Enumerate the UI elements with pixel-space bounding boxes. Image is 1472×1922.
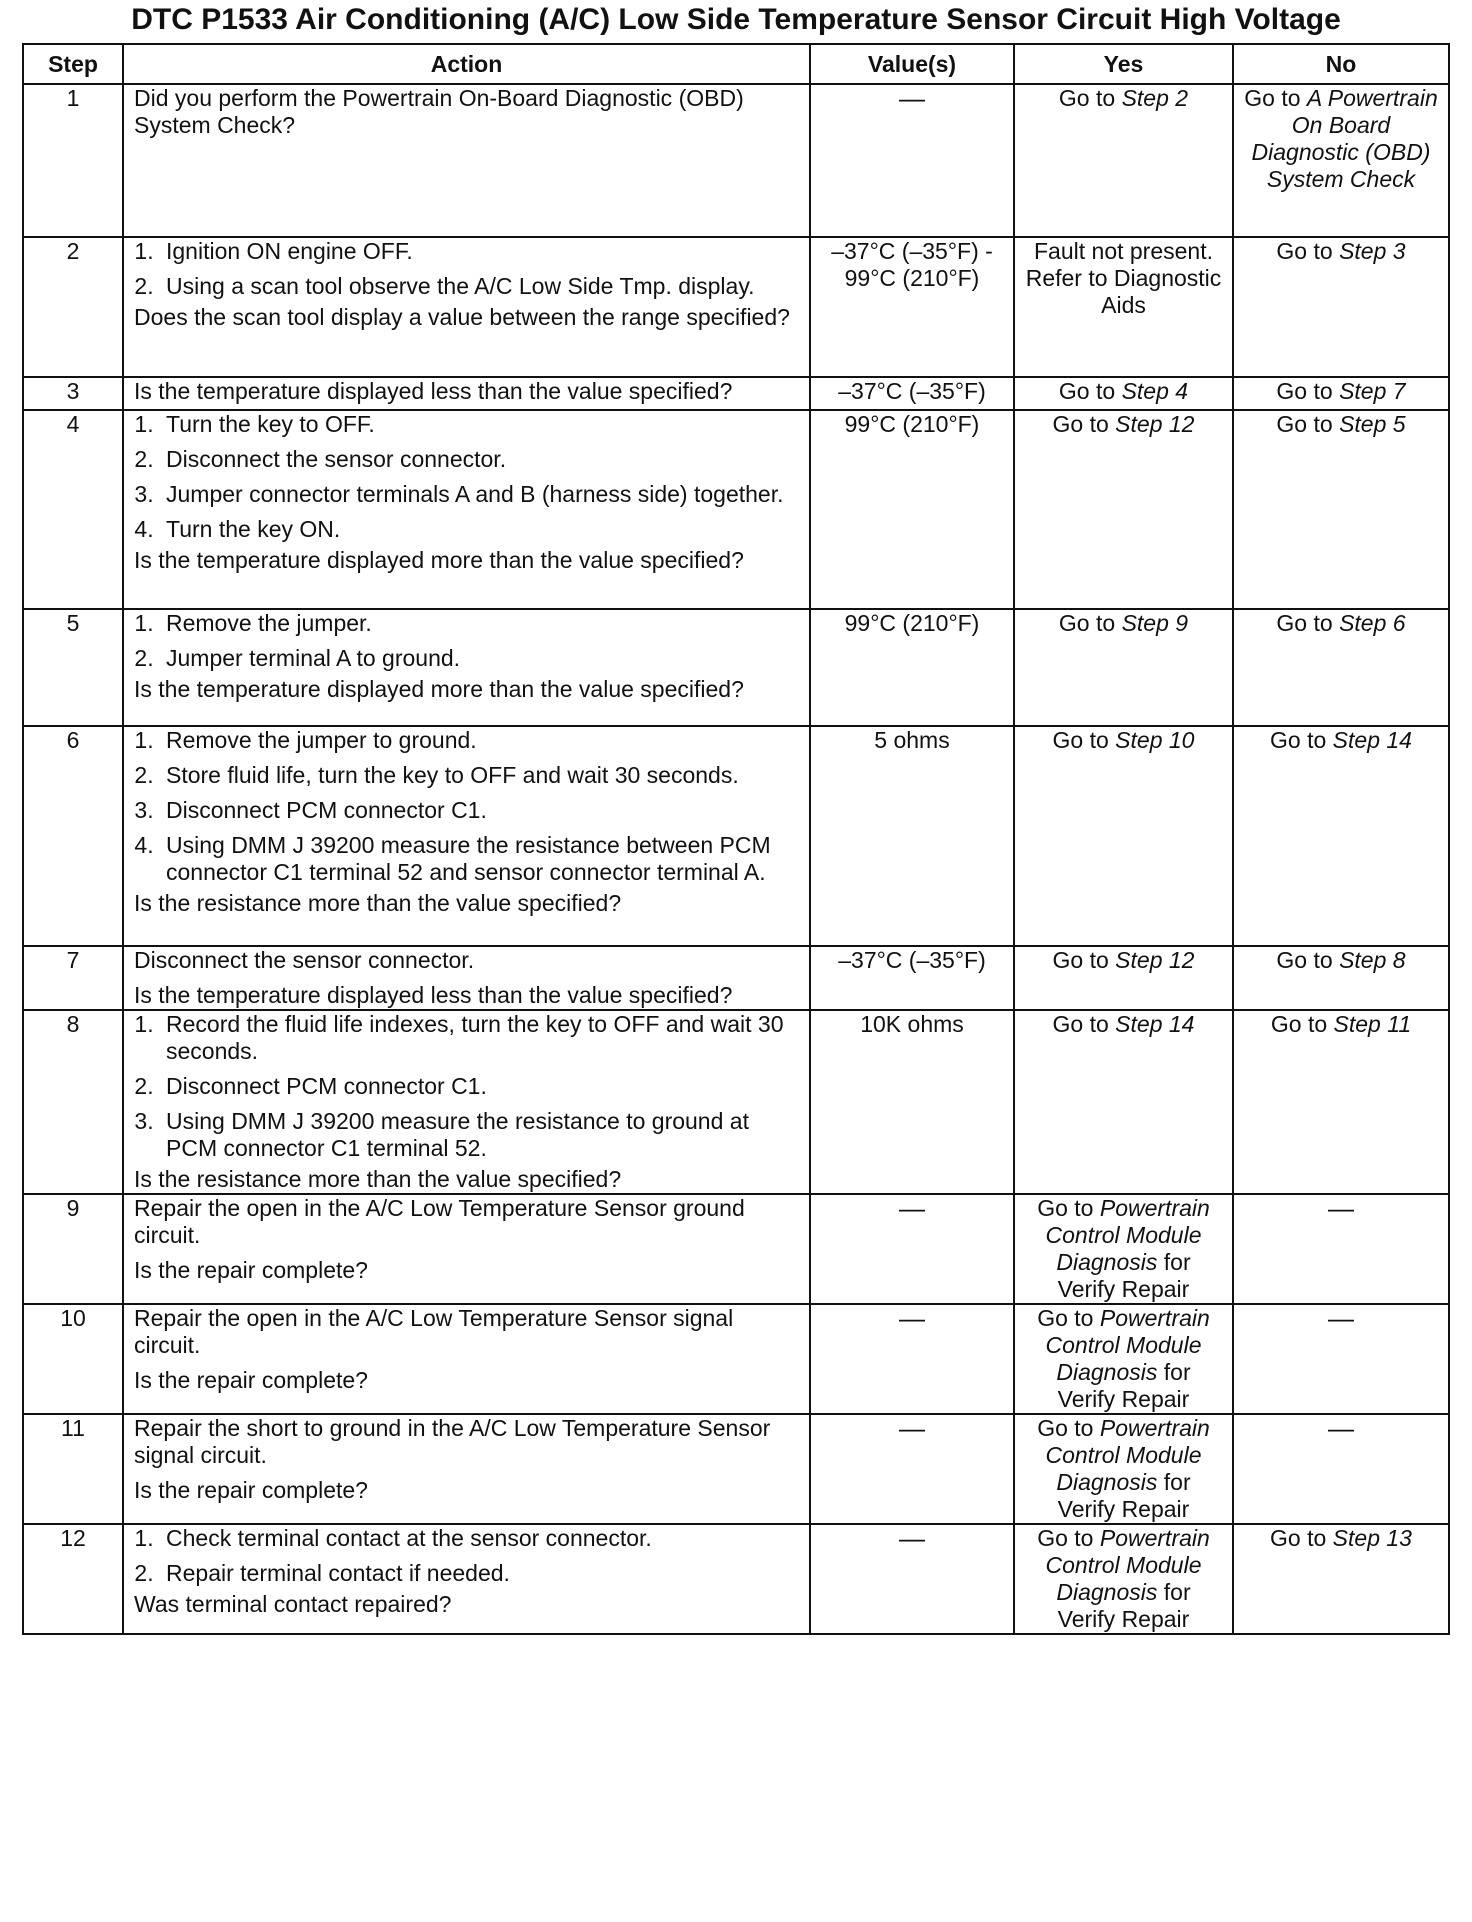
yes-outcome-target: Step 2 bbox=[1121, 85, 1189, 111]
no-outcome-target: Step 13 bbox=[1332, 1525, 1412, 1551]
no-cell bbox=[1233, 1414, 1449, 1524]
yes-outcome-target: Powertrain Control Module Diagnosis bbox=[1045, 1525, 1210, 1605]
step-number: 5 bbox=[23, 609, 123, 726]
no-outcome-target: A Powertrain On Board Diagnostic (OBD) System Check bbox=[1251, 85, 1438, 192]
action-cell bbox=[123, 237, 810, 377]
header-values: Value(s) bbox=[810, 44, 1014, 84]
step-number: 11 bbox=[23, 1414, 123, 1524]
yes-outcome-text: Fault not present. Refer to Diagnostic Aids bbox=[1025, 238, 1222, 318]
action-step: 1. Remove the jumper. bbox=[160, 610, 799, 637]
value-cell: 5 ohms bbox=[810, 726, 1014, 946]
step-number: 2 bbox=[23, 237, 123, 377]
yes-outcome-text: Go to bbox=[1052, 411, 1116, 437]
action-steps bbox=[134, 1011, 799, 1162]
action-intro: Disconnect the sensor connector. bbox=[134, 947, 475, 973]
no-cell bbox=[1233, 1010, 1449, 1194]
action-step: 1. Ignition ON engine OFF. bbox=[160, 238, 799, 265]
step-number: 4 bbox=[23, 410, 123, 609]
action-question: Was terminal contact repaired? bbox=[134, 1591, 452, 1617]
yes-cell bbox=[1014, 377, 1233, 410]
action-step: 4. Using DMM J 39200 measure the resistance between PCM connector C1 terminal 52 and sensor connector terminal A. bbox=[160, 832, 799, 886]
yes-cell bbox=[1014, 84, 1233, 237]
action-intro: Is the temperature displayed less than the value specified? bbox=[134, 378, 733, 404]
yes-outcome-target: Step 10 bbox=[1115, 727, 1195, 753]
yes-outcome-suffix: for Verify Repair bbox=[1057, 1249, 1191, 1302]
action-cell bbox=[123, 946, 810, 1010]
action-step: 1. Record the fluid life indexes, turn the key to OFF and wait 30 seconds. bbox=[160, 1011, 799, 1065]
action-question: Does the scan tool display a value between the range specified? bbox=[134, 304, 790, 330]
action-step: 2. Disconnect PCM connector C1. bbox=[160, 1073, 799, 1100]
action-intro: Did you perform the Powertrain On-Board Diagnostic (OBD) System Check? bbox=[134, 85, 744, 138]
no-outcome-target: Step 7 bbox=[1339, 378, 1406, 404]
action-question: Is the resistance more than the value specified? bbox=[134, 1166, 622, 1192]
step-number: 1 bbox=[23, 84, 123, 237]
no-outcome-target: Step 5 bbox=[1339, 411, 1406, 437]
value-cell: –37°C (–35°F) - 99°C (210°F) bbox=[810, 237, 1014, 377]
action-steps bbox=[134, 411, 799, 543]
yes-outcome-target: Powertrain Control Module Diagnosis bbox=[1045, 1305, 1210, 1385]
action-step: 3. Using DMM J 39200 measure the resistance to ground at PCM connector C1 terminal 52. bbox=[160, 1108, 799, 1162]
action-question: Is the repair complete? bbox=[134, 1477, 368, 1503]
yes-outcome-text: Go to bbox=[1037, 1525, 1100, 1551]
no-outcome-target: Step 3 bbox=[1339, 238, 1406, 264]
action-cell bbox=[123, 1304, 810, 1414]
no-cell bbox=[1233, 84, 1449, 237]
header-step: Step bbox=[23, 44, 123, 84]
table-row bbox=[23, 1010, 1449, 1194]
no-outcome-text: Go to bbox=[1270, 1525, 1333, 1551]
value-cell: 99°C (210°F) bbox=[810, 410, 1014, 609]
action-cell bbox=[123, 84, 810, 237]
action-step: 1. Check terminal contact at the sensor connector. bbox=[160, 1525, 799, 1552]
action-step: 4. Turn the key ON. bbox=[160, 516, 799, 543]
no-outcome-text: — bbox=[1328, 1193, 1354, 1223]
table-header-row bbox=[23, 44, 1449, 84]
action-cell bbox=[123, 609, 810, 726]
action-cell bbox=[123, 1414, 810, 1524]
yes-outcome-text: Go to bbox=[1052, 1011, 1116, 1037]
step-number: 9 bbox=[23, 1194, 123, 1304]
no-outcome-text: Go to bbox=[1276, 947, 1340, 973]
action-question: Is the repair complete? bbox=[134, 1257, 368, 1283]
yes-outcome-text: Go to bbox=[1052, 947, 1116, 973]
yes-cell bbox=[1014, 410, 1233, 609]
table-row bbox=[23, 1524, 1449, 1634]
action-step: 2. Using a scan tool observe the A/C Low Side Tmp. display. bbox=[160, 273, 799, 300]
no-outcome-text: — bbox=[1328, 1413, 1354, 1443]
value-cell: — bbox=[810, 84, 1014, 237]
action-cell bbox=[123, 1010, 810, 1194]
yes-outcome-target: Step 14 bbox=[1115, 1011, 1195, 1037]
yes-outcome-suffix: for Verify Repair bbox=[1057, 1469, 1191, 1522]
table-row bbox=[23, 377, 1449, 410]
no-outcome-text: Go to bbox=[1244, 85, 1307, 111]
action-question: Is the temperature displayed less than the value specified? bbox=[134, 982, 733, 1008]
no-outcome-text: Go to bbox=[1270, 1011, 1334, 1037]
action-step: 3. Disconnect PCM connector C1. bbox=[160, 797, 799, 824]
value-cell: — bbox=[810, 1524, 1014, 1634]
no-cell bbox=[1233, 237, 1449, 377]
yes-cell bbox=[1014, 726, 1233, 946]
value-cell: 99°C (210°F) bbox=[810, 609, 1014, 726]
no-outcome-text: Go to bbox=[1276, 610, 1340, 636]
action-step: 3. Jumper connector terminals A and B (harness side) together. bbox=[160, 481, 799, 508]
value-cell: — bbox=[810, 1194, 1014, 1304]
step-number: 10 bbox=[23, 1304, 123, 1414]
yes-cell bbox=[1014, 609, 1233, 726]
step-number: 6 bbox=[23, 726, 123, 946]
no-cell bbox=[1233, 1304, 1449, 1414]
diagnostic-table bbox=[22, 43, 1450, 1635]
table-row bbox=[23, 609, 1449, 726]
yes-cell bbox=[1014, 1524, 1233, 1634]
table-row bbox=[23, 410, 1449, 609]
no-cell bbox=[1233, 609, 1449, 726]
action-steps bbox=[134, 610, 799, 672]
yes-outcome-text: Go to bbox=[1052, 727, 1116, 753]
action-step: 1. Turn the key to OFF. bbox=[160, 411, 799, 438]
no-outcome-text: — bbox=[1328, 1303, 1354, 1333]
no-cell bbox=[1233, 377, 1449, 410]
value-cell: –37°C (–35°F) bbox=[810, 946, 1014, 1010]
header-yes: Yes bbox=[1014, 44, 1233, 84]
no-outcome-text: Go to bbox=[1276, 238, 1340, 264]
action-step: 2. Disconnect the sensor connector. bbox=[160, 446, 799, 473]
yes-outcome-text: Go to bbox=[1037, 1415, 1100, 1441]
action-steps bbox=[134, 1525, 799, 1587]
no-outcome-target: Step 14 bbox=[1332, 727, 1412, 753]
table-row bbox=[23, 1194, 1449, 1304]
action-cell bbox=[123, 1524, 810, 1634]
page-title: DTC P1533 Air Conditioning (A/C) Low Side Temperature Sensor Circuit High Voltage bbox=[131, 3, 1341, 36]
yes-outcome-suffix: for Verify Repair bbox=[1057, 1359, 1191, 1412]
no-outcome-text: Go to bbox=[1276, 411, 1340, 437]
action-cell bbox=[123, 1194, 810, 1304]
action-cell bbox=[123, 410, 810, 609]
yes-outcome-text: Go to bbox=[1058, 378, 1122, 404]
yes-outcome-target: Powertrain Control Module Diagnosis bbox=[1045, 1195, 1210, 1275]
no-outcome-text: Go to bbox=[1276, 378, 1340, 404]
yes-outcome-target: Step 4 bbox=[1121, 378, 1189, 404]
action-question: Is the resistance more than the value specified? bbox=[134, 890, 622, 916]
action-step: 1. Remove the jumper to ground. bbox=[160, 727, 799, 754]
yes-outcome-text: Go to bbox=[1058, 610, 1122, 636]
yes-cell bbox=[1014, 1194, 1233, 1304]
yes-cell bbox=[1014, 1304, 1233, 1414]
action-step: 2. Repair terminal contact if needed. bbox=[160, 1560, 799, 1587]
action-intro: Repair the open in the A/C Low Temperature Sensor signal circuit. bbox=[134, 1305, 734, 1358]
header-action: Action bbox=[123, 44, 810, 84]
no-cell bbox=[1233, 1194, 1449, 1304]
action-steps bbox=[134, 727, 799, 886]
action-intro: Repair the open in the A/C Low Temperature Sensor ground circuit. bbox=[134, 1195, 745, 1248]
value-cell: — bbox=[810, 1304, 1014, 1414]
value-cell: 10K ohms bbox=[810, 1010, 1014, 1194]
no-outcome-target: Step 6 bbox=[1339, 610, 1406, 636]
action-intro: Repair the short to ground in the A/C Low Temperature Sensor signal circuit. bbox=[134, 1415, 771, 1468]
step-number: 3 bbox=[23, 377, 123, 410]
yes-outcome-text: Go to bbox=[1037, 1305, 1100, 1331]
yes-outcome-target: Powertrain Control Module Diagnosis bbox=[1045, 1415, 1210, 1495]
yes-outcome-target: Step 9 bbox=[1121, 610, 1189, 636]
table-row bbox=[23, 726, 1449, 946]
action-question: Is the repair complete? bbox=[134, 1367, 368, 1393]
table-row bbox=[23, 1414, 1449, 1524]
step-number: 12 bbox=[23, 1524, 123, 1634]
action-cell bbox=[123, 377, 810, 410]
action-question: Is the temperature displayed more than the value specified? bbox=[134, 676, 744, 702]
action-question: Is the temperature displayed more than the value specified? bbox=[134, 547, 744, 573]
yes-outcome-target: Step 12 bbox=[1115, 947, 1195, 973]
yes-outcome-text: Go to bbox=[1058, 85, 1122, 111]
no-outcome-target: Step 8 bbox=[1339, 947, 1406, 973]
yes-cell bbox=[1014, 237, 1233, 377]
action-steps bbox=[134, 238, 799, 300]
step-number: 8 bbox=[23, 1010, 123, 1194]
yes-cell bbox=[1014, 1414, 1233, 1524]
table-row bbox=[23, 237, 1449, 377]
yes-outcome-target: Step 12 bbox=[1115, 411, 1195, 437]
step-number: 7 bbox=[23, 946, 123, 1010]
no-cell bbox=[1233, 946, 1449, 1010]
action-step: 2. Store fluid life, turn the key to OFF and wait 30 seconds. bbox=[160, 762, 799, 789]
table-body bbox=[23, 84, 1449, 1634]
value-cell: — bbox=[810, 1414, 1014, 1524]
table-row bbox=[23, 1304, 1449, 1414]
header-no: No bbox=[1233, 44, 1449, 84]
no-outcome-text: Go to bbox=[1270, 727, 1333, 753]
action-cell bbox=[123, 726, 810, 946]
yes-outcome-suffix: for Verify Repair bbox=[1057, 1579, 1191, 1632]
no-outcome-target: Step 11 bbox=[1333, 1011, 1412, 1037]
yes-outcome-text: Go to bbox=[1037, 1195, 1100, 1221]
action-step: 2. Jumper terminal A to ground. bbox=[160, 645, 799, 672]
value-cell: –37°C (–35°F) bbox=[810, 377, 1014, 410]
no-cell bbox=[1233, 1524, 1449, 1634]
table-row bbox=[23, 84, 1449, 237]
no-cell bbox=[1233, 726, 1449, 946]
yes-cell bbox=[1014, 1010, 1233, 1194]
yes-cell bbox=[1014, 946, 1233, 1010]
no-cell bbox=[1233, 410, 1449, 609]
table-row bbox=[23, 946, 1449, 1010]
